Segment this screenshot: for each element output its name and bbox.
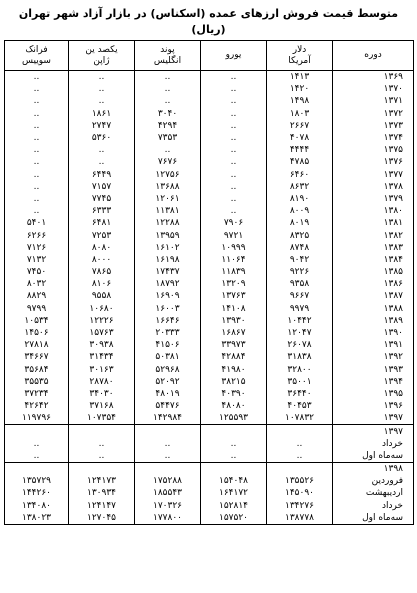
gbp-cell: ۷۳۵۳ [135, 132, 201, 144]
euro-cell: ۱۱۰۶۴ [201, 254, 267, 266]
chf-cell: .. [5, 169, 69, 181]
usd-cell: ۸۰۰۹ [267, 205, 333, 217]
usd-cell: ۳۲۸۰۰ [267, 364, 333, 376]
table-row [5, 83, 414, 95]
usd-cell: ۶۴۶۰ [267, 169, 333, 181]
usd-cell: ۴۰۴۵۳ [267, 400, 333, 412]
chf-cell: ۱۱۹۷۹۶ [5, 412, 69, 425]
period-cell: ۱۳۸۱ [333, 217, 414, 229]
period-cell: ۱۳۸۹ [333, 315, 414, 327]
usd-cell: ۲۶۶۷ [267, 120, 333, 132]
chf-cell: .. [5, 181, 69, 193]
gbp-cell: ۱۲۷۵۶ [135, 169, 201, 181]
gbp-cell: ۱۱۳۸۱ [135, 205, 201, 217]
chf-cell: ۱۳۵۷۲۹ [5, 475, 69, 487]
usd-cell: ۱۲۰۴۷ [267, 327, 333, 339]
chf-cell: ۸۰۳۲ [5, 278, 69, 290]
gbp-cell: ۱۶۰۰۳ [135, 303, 201, 315]
chf-cell: ۳۴۶۶۷ [5, 351, 69, 363]
period-cell: ۱۳۸۷ [333, 290, 414, 302]
jpy-cell: ۳۰۱۶۳ [69, 364, 135, 376]
usd-cell: ۱۴۹۸ [267, 95, 333, 107]
gbp-cell: ۱۶۹۰۹ [135, 290, 201, 302]
chf-cell: .. [5, 120, 69, 132]
period-cell: ۱۳۹۶ [333, 400, 414, 412]
euro-cell: ۹۷۲۱ [201, 229, 267, 241]
table-row: ۱۳۹۷ [5, 425, 414, 438]
jpy-cell: ۱۳۰۹۳۴ [69, 487, 135, 499]
chf-cell: .. [5, 132, 69, 144]
table-row [5, 254, 414, 266]
chf-cell: ۱۴۵۰۶ [5, 327, 69, 339]
chf-cell: ۲۷۸۱۸ [5, 339, 69, 351]
jpy-cell: .. [69, 71, 135, 84]
period-cell: ۱۳۷۶ [333, 156, 414, 168]
gbp-cell: ۱۸۷۹۲ [135, 278, 201, 290]
gbp-cell: ۱۳۹۵۹ [135, 229, 201, 241]
gbp-cell: ۱۸۵۵۴۳ [135, 487, 201, 499]
table-row [5, 376, 414, 388]
usd-cell: ۱۴۱۳ [267, 71, 333, 84]
chf-cell: ۳۷۲۳۴ [5, 388, 69, 400]
euro-cell: .. [201, 95, 267, 107]
usd-cell: ۳۵۰۰۱ [267, 376, 333, 388]
jpy-cell: ۱۰۷۳۵۴ [69, 412, 135, 425]
usd-cell: ۲۶۰۷۸ [267, 339, 333, 351]
period-cell: ۱۳۷۵ [333, 144, 414, 156]
jpy-cell: ۱۲۴۱۷۳ [69, 475, 135, 487]
usd-cell: ۴۴۴۴ [267, 144, 333, 156]
gbp-cell: ۱۶۶۴۶ [135, 315, 201, 327]
jpy-cell: ۱۲۷۰۴۵ [69, 512, 135, 525]
table-row [5, 156, 414, 168]
period-cell: ۱۳۸۸ [333, 303, 414, 315]
jpy-cell: ۹۵۵۸ [69, 290, 135, 302]
table-row [5, 120, 414, 132]
usd-cell: ۳۱۸۳۸ [267, 351, 333, 363]
chf-cell: .. [5, 108, 69, 120]
euro-cell: ۱۰۹۹۹ [201, 242, 267, 254]
gbp-cell: ۴۸۰۱۹ [135, 388, 201, 400]
euro-cell: ۴۸۰۸۰ [201, 400, 267, 412]
chf-cell: .. [5, 193, 69, 205]
gbp-cell: ۱۳۶۸۸ [135, 181, 201, 193]
gbp-cell: .. [135, 83, 201, 95]
table-unit: (ریال) [191, 23, 226, 36]
euro-cell: ۴۱۹۸۰ [201, 364, 267, 376]
chf-cell: ۳۵۶۸۴ [5, 364, 69, 376]
euro-cell: .. [201, 156, 267, 168]
chf-cell: .. [5, 95, 69, 107]
jpy-cell: .. [69, 95, 135, 107]
table-row [5, 351, 414, 363]
usd-cell: ۱۸۰۳ [267, 108, 333, 120]
table-row [5, 290, 414, 302]
jpy-cell: .. [69, 144, 135, 156]
usd-cell: ۹۶۶۷ [267, 290, 333, 302]
jpy-cell: ۱۸۶۱ [69, 108, 135, 120]
gbp-cell: .. [135, 95, 201, 107]
jpy-cell: ۲۷۴۷ [69, 120, 135, 132]
exchange-rate-table [4, 40, 414, 525]
usd-cell: ۹۰۴۲ [267, 254, 333, 266]
usd-cell: ۱۳۴۲۷۶ [267, 500, 333, 512]
gbp-cell: ۱۷۴۳۷ [135, 266, 201, 278]
euro-cell: .. [201, 83, 267, 95]
period-cell: ۱۳۸۳ [333, 242, 414, 254]
period-cell: ۱۳۷۴ [333, 132, 414, 144]
period-cell: ۱۳۷۱ [333, 95, 414, 107]
period-cell: سه‌ماه اول [333, 512, 414, 525]
euro-cell: .. [201, 169, 267, 181]
table-row [5, 475, 414, 487]
jpy-cell: ۶۴۸۱ [69, 217, 135, 229]
jpy-cell: ۸۰۸۰ [69, 242, 135, 254]
period-cell: ۱۳۸۲ [333, 229, 414, 241]
jpy-cell: ۸۰۰۰ [69, 254, 135, 266]
euro-cell: ۱۵۴۰۴۸ [201, 475, 267, 487]
chf-cell: ۳۵۵۳۵ [5, 376, 69, 388]
chf-cell: ۶۲۶۶ [5, 229, 69, 241]
table-row [5, 364, 414, 376]
gbp-cell: .. [135, 144, 201, 156]
jpy-cell: ۱۰۶۸۰ [69, 303, 135, 315]
euro-cell: ۴۰۳۹۰ [201, 388, 267, 400]
header-usd: دلار آمریکا [267, 41, 333, 71]
usd-cell: ۹۹۷۹ [267, 303, 333, 315]
chf-cell: ۷۱۲۶ [5, 242, 69, 254]
jpy-cell: ۷۷۴۵ [69, 193, 135, 205]
usd-cell: ۱۳۸۷۷۸ [267, 512, 333, 525]
chf-cell: ۴۲۶۴۲ [5, 400, 69, 412]
period-cell: ۱۳۹۴ [333, 376, 414, 388]
usd-cell: ۱۰۴۴۲ [267, 315, 333, 327]
table-row [5, 71, 414, 84]
period-cell: ۱۳۷۳ [333, 120, 414, 132]
period-cell: ۱۳۹۰ [333, 327, 414, 339]
table-row [5, 339, 414, 351]
euro-cell: .. [201, 71, 267, 84]
table-row [5, 205, 414, 217]
header-jpy: یکصد ین ژاپن [69, 41, 135, 71]
table-row [5, 388, 414, 400]
usd-cell: ۸۷۴۸ [267, 242, 333, 254]
gbp-cell: ۵۰۳۸۱ [135, 351, 201, 363]
euro-cell: ۳۸۲۱۵ [201, 376, 267, 388]
gbp-cell: ۵۴۴۷۶ [135, 400, 201, 412]
period-cell: ۱۳۷۷ [333, 169, 414, 181]
block-1397 [5, 425, 414, 463]
jpy-cell: ۶۳۳۳ [69, 205, 135, 217]
table-title: متوسط قیمت فروش ارزهای عمده (اسکناس) در بازار آزاد شهر تهران [18, 7, 399, 20]
table-row [5, 242, 414, 254]
period-cell: اردیبهشت [333, 487, 414, 499]
jpy-cell: ۳۴۰۳۰ [69, 388, 135, 400]
period-cell: خرداد [333, 500, 414, 512]
gbp-cell: ۲۰۳۳۳ [135, 327, 201, 339]
table-row [5, 278, 414, 290]
table-row [5, 266, 414, 278]
jpy-cell: ۲۸۷۸۰ [69, 376, 135, 388]
annual-rows [5, 71, 414, 425]
table-row [5, 95, 414, 107]
chf-cell: .. [5, 205, 69, 217]
table-row [5, 303, 414, 315]
chf-cell: ۵۴۰۱ [5, 217, 69, 229]
jpy-cell: ۷۲۵۳ [69, 229, 135, 241]
jpy-cell: .. [69, 83, 135, 95]
euro-cell: ۱۲۵۵۹۳ [201, 412, 267, 425]
period-cell: ۱۳۸۰ [333, 205, 414, 217]
table-row [5, 315, 414, 327]
table-row [5, 132, 414, 144]
period-cell: فروردین [333, 475, 414, 487]
euro-cell: ۱۶۴۱۷۲ [201, 487, 267, 499]
jpy-cell: ۵۳۶۰ [69, 132, 135, 144]
table-row: خرداد .. .. .. .. .. [5, 438, 414, 450]
table-row [5, 144, 414, 156]
euro-cell: ۱۳۷۶۳ [201, 290, 267, 302]
table-row [5, 400, 414, 412]
table-row [5, 108, 414, 120]
euro-cell: .. [201, 181, 267, 193]
table-row [5, 181, 414, 193]
period-cell: ۱۳۷۸ [333, 181, 414, 193]
gbp-cell: ۱۶۱۹۸ [135, 254, 201, 266]
gbp-cell: ۱۶۱۰۲ [135, 242, 201, 254]
jpy-cell: .. [69, 156, 135, 168]
period-cell: ۱۳۷۹ [333, 193, 414, 205]
period-cell: ۱۳۷۲ [333, 108, 414, 120]
jpy-cell: ۳۰۹۳۸ [69, 339, 135, 351]
jpy-cell: ۳۷۱۶۸ [69, 400, 135, 412]
period-cell: ۱۳۹۷ [333, 412, 414, 425]
period-cell: ۱۳۷۰ [333, 83, 414, 95]
chf-cell: ۱۴۴۲۶۰ [5, 487, 69, 499]
table-row [5, 487, 414, 499]
chf-cell: .. [5, 71, 69, 84]
chf-cell: ۱۳۸۰۲۳ [5, 512, 69, 525]
euro-cell: .. [201, 144, 267, 156]
chf-cell: ۷۴۵۰ [5, 266, 69, 278]
chf-cell: ۷۱۳۲ [5, 254, 69, 266]
euro-cell: ۱۳۹۳۰ [201, 315, 267, 327]
chf-cell: ۹۷۹۹ [5, 303, 69, 315]
jpy-cell: ۳۱۴۳۴ [69, 351, 135, 363]
header-row [5, 41, 414, 71]
period-cell: ۱۳۹۳ [333, 364, 414, 376]
jpy-cell: ۶۴۴۹ [69, 169, 135, 181]
period-cell: ۱۳۹۵ [333, 388, 414, 400]
period-cell: ۱۳۸۵ [333, 266, 414, 278]
chf-cell: ۸۸۲۹ [5, 290, 69, 302]
euro-cell: ۱۴۱۰۸ [201, 303, 267, 315]
usd-cell: ۱۰۷۸۳۲ [267, 412, 333, 425]
period-cell: ۱۳۶۹ [333, 71, 414, 84]
chf-cell: .. [5, 156, 69, 168]
chf-cell: ۱۳۴۰۸۰ [5, 500, 69, 512]
jpy-cell: ۱۲۲۲۶ [69, 315, 135, 327]
euro-cell: ۱۶۸۶۷ [201, 327, 267, 339]
usd-cell: ۸۱۹۰ [267, 193, 333, 205]
jpy-cell: ۷۸۶۵ [69, 266, 135, 278]
table-row [5, 229, 414, 241]
euro-cell: ۷۹۰۶ [201, 217, 267, 229]
period-cell: ۱۳۸۴ [333, 254, 414, 266]
usd-cell: ۴۷۸۵ [267, 156, 333, 168]
gbp-cell: ۵۲۰۹۲ [135, 376, 201, 388]
jpy-cell: ۸۱۰۶ [69, 278, 135, 290]
euro-cell: ۱۵۲۸۱۴ [201, 500, 267, 512]
table-row [5, 512, 414, 525]
usd-cell: ۸۰۱۹ [267, 217, 333, 229]
period-cell: ۱۳۹۲ [333, 351, 414, 363]
euro-cell: .. [201, 132, 267, 144]
euro-cell: ۱۳۲۰۹ [201, 278, 267, 290]
usd-cell: ۱۴۵۰۹۰ [267, 487, 333, 499]
table-row [5, 327, 414, 339]
table-row: ۱۳۹۸ [5, 463, 414, 476]
usd-cell: ۱۳۵۵۲۶ [267, 475, 333, 487]
table-row [5, 193, 414, 205]
euro-cell: .. [201, 120, 267, 132]
gbp-cell: ۱۲۲۸۸ [135, 217, 201, 229]
euro-cell: ۳۳۹۷۳ [201, 339, 267, 351]
gbp-cell: ۴۱۵۰۶ [135, 339, 201, 351]
jpy-cell: ۱۲۴۱۴۷ [69, 500, 135, 512]
gbp-cell: ۱۷۰۳۲۶ [135, 500, 201, 512]
period-cell: ۱۳۸۶ [333, 278, 414, 290]
euro-cell: ۴۲۸۸۴ [201, 351, 267, 363]
table-row [5, 217, 414, 229]
period-cell: ۱۳۹۱ [333, 339, 414, 351]
gbp-cell: ۷۶۷۶ [135, 156, 201, 168]
gbp-cell: ۱۴۲۹۸۴ [135, 412, 201, 425]
table-row [5, 169, 414, 181]
chf-cell: ۱۰۵۳۴ [5, 315, 69, 327]
usd-cell: ۳۶۴۴۰ [267, 388, 333, 400]
table-row: سه‌ماه اول .. .. .. .. .. [5, 450, 414, 463]
chf-cell: .. [5, 83, 69, 95]
header-chf: فرانک سوییس [5, 41, 69, 71]
euro-cell: .. [201, 205, 267, 217]
euro-cell: ۱۱۸۳۹ [201, 266, 267, 278]
table-row [5, 412, 414, 425]
block-1398 [5, 463, 414, 525]
usd-cell: ۸۶۳۲ [267, 181, 333, 193]
gbp-cell: ۳۰۴۰ [135, 108, 201, 120]
gbp-cell: ۵۲۹۶۸ [135, 364, 201, 376]
gbp-cell: ۱۷۵۲۸۸ [135, 475, 201, 487]
gbp-cell: ۱۷۷۸۰۰ [135, 512, 201, 525]
header-period: دوره [333, 41, 414, 71]
euro-cell: .. [201, 193, 267, 205]
header-gbp: پوند انگلیس [135, 41, 201, 71]
usd-cell: ۱۴۲۰ [267, 83, 333, 95]
jpy-cell: ۷۱۵۷ [69, 181, 135, 193]
euro-cell: .. [201, 108, 267, 120]
chf-cell: .. [5, 144, 69, 156]
table-row [5, 500, 414, 512]
usd-cell: ۹۳۵۸ [267, 278, 333, 290]
usd-cell: ۸۳۲۵ [267, 229, 333, 241]
gbp-cell: .. [135, 71, 201, 84]
gbp-cell: ۱۲۰۶۱ [135, 193, 201, 205]
jpy-cell: ۱۵۷۶۳ [69, 327, 135, 339]
header-euro: یورو [201, 41, 267, 71]
usd-cell: ۴۰۷۸ [267, 132, 333, 144]
gbp-cell: ۴۲۹۴ [135, 120, 201, 132]
usd-cell: ۹۲۲۶ [267, 266, 333, 278]
euro-cell: ۱۵۷۵۲۰ [201, 512, 267, 525]
